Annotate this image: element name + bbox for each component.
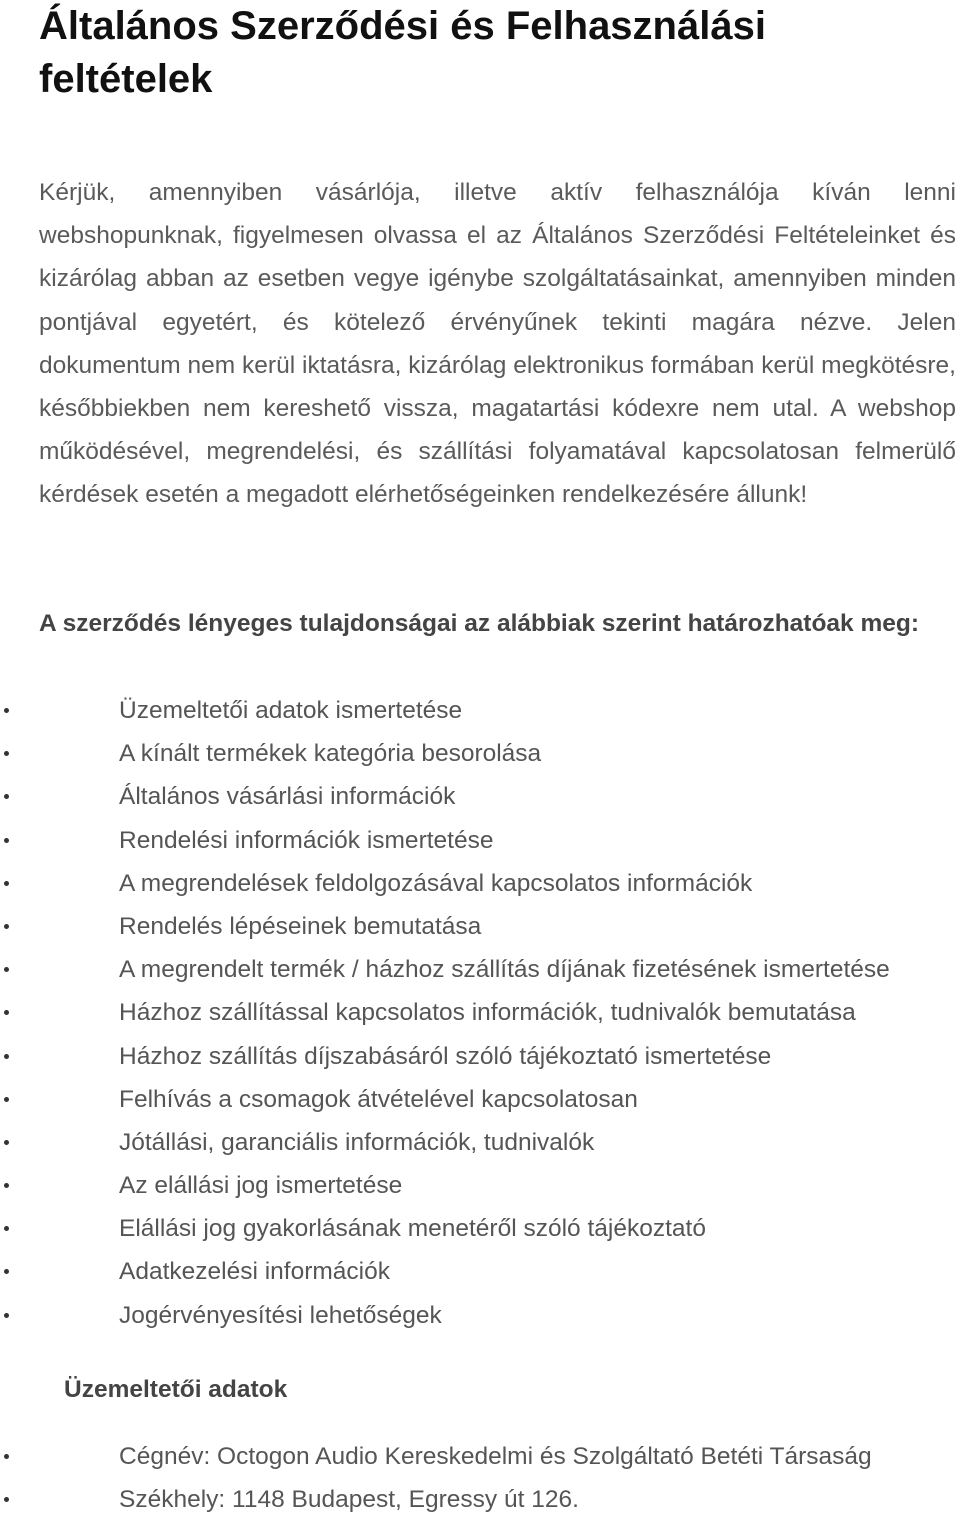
- list-item: [0, 1294, 960, 1337]
- bullet-icon: [4, 1010, 9, 1015]
- list-item: [0, 1207, 960, 1250]
- bullet-icon: [4, 1269, 9, 1274]
- bullet-icon: [4, 1097, 9, 1102]
- company-address: Székhely: 1148 Budapest, Egressy út 126.: [119, 1486, 579, 1514]
- list-item: [0, 819, 960, 862]
- list-item: [0, 732, 960, 775]
- list-item-text: Házhoz szállítás díjszabásáról szóló tájékoztató ismertetése: [119, 1042, 772, 1070]
- bullet-icon: [4, 881, 9, 886]
- contents-list: [0, 689, 960, 1337]
- list-item: [0, 1035, 960, 1078]
- bullet-icon: [4, 1497, 9, 1502]
- list-item-text: Jótállási, garanciális információk, tudnivalók: [119, 1128, 595, 1156]
- bullet-icon: [4, 838, 9, 843]
- list-item: [0, 948, 960, 991]
- bullet-icon: [4, 1054, 9, 1059]
- bullet-icon: [4, 794, 9, 799]
- section-heading: A szerződés lényeges tulajdonságai az alábbiak szerint határozhatóak meg:: [39, 610, 920, 637]
- list-item-text: A megrendelt termék / házhoz szállítás díjának fizetésének ismertetése: [119, 956, 890, 984]
- list-item: [0, 905, 960, 948]
- bullet-icon: [4, 708, 9, 713]
- intro-paragraph: Kérjük, amennyiben vásárlója, illetve aktív felhasználója kíván lenni webshopunknak, figyelmesen olvassa el az Általános Szerződési Feltételeinket és kizárólag abban az esetben vegye igénybe szolgáltatásainkat, amennyiben minden pontjával egyetért, és kötelező érvényűnek tekinti magára nézve. Jelen dokumentum nem kerül iktatásra, kizárólag elektronikus formában kerül megkötésre, későbbiekben nem kereshető vissza, magatartási kódexre nem utal. A webshop működésével, megrendelési, és szállítási folyamatával kapcsolatosan felmerülő kérdések esetén a megadott elérhetőségeinken rendelkezésére állunk!: [39, 179, 956, 509]
- list-item: [0, 1250, 960, 1293]
- list-item: [0, 1121, 960, 1164]
- operator-heading: Üzemeltetői adatok: [64, 1376, 288, 1403]
- operator-details-list: [0, 1435, 960, 1521]
- list-item: [0, 1435, 960, 1478]
- list-item-text: Házhoz szállítással kapcsolatos információk, tudnivalók bemutatása: [119, 999, 856, 1027]
- bullet-icon: [4, 1313, 9, 1318]
- list-item-text: Jogérvényesítési lehetőségek: [119, 1301, 442, 1329]
- list-item: [0, 689, 960, 732]
- list-item: [0, 991, 960, 1034]
- document-title: Általános Szerződési és Felhasználási feltételek: [39, 4, 766, 101]
- bullet-icon: [4, 1454, 9, 1459]
- bullet-icon: [4, 1183, 9, 1188]
- list-item-text: Üzemeltetői adatok ismertetése: [119, 697, 463, 724]
- list-item-text: Adatkezelési információk: [119, 1258, 390, 1286]
- list-item: [0, 862, 960, 905]
- list-item-text: A megrendelések feldolgozásával kapcsolatos információk: [119, 869, 753, 897]
- list-item: [0, 1164, 960, 1207]
- list-item-text: A kínált termékek kategória besorolása: [119, 740, 542, 768]
- company-name: Cégnév: Octogon Audio Kereskedelmi és Szolgáltató Betéti Társaság: [119, 1443, 872, 1470]
- list-item-text: Elállási jog gyakorlásának menetéről szóló tájékoztató: [119, 1215, 706, 1243]
- list-item-text: Általános vásárlási információk: [119, 783, 456, 811]
- list-item: [0, 775, 960, 818]
- list-item: [0, 1478, 960, 1521]
- list-item-text: Rendelési információk ismertetése: [119, 826, 494, 854]
- bullet-icon: [4, 967, 9, 972]
- bullet-icon: [4, 1226, 9, 1231]
- list-item-text: Rendelés lépéseinek bemutatása: [119, 912, 482, 940]
- list-item: [0, 1078, 960, 1121]
- list-item-text: Felhívás a csomagok átvételével kapcsolatosan: [119, 1085, 638, 1113]
- list-item-text: Az elállási jog ismertetése: [119, 1172, 403, 1200]
- bullet-icon: [4, 751, 9, 756]
- bullet-icon: [4, 1140, 9, 1145]
- bullet-icon: [4, 924, 9, 929]
